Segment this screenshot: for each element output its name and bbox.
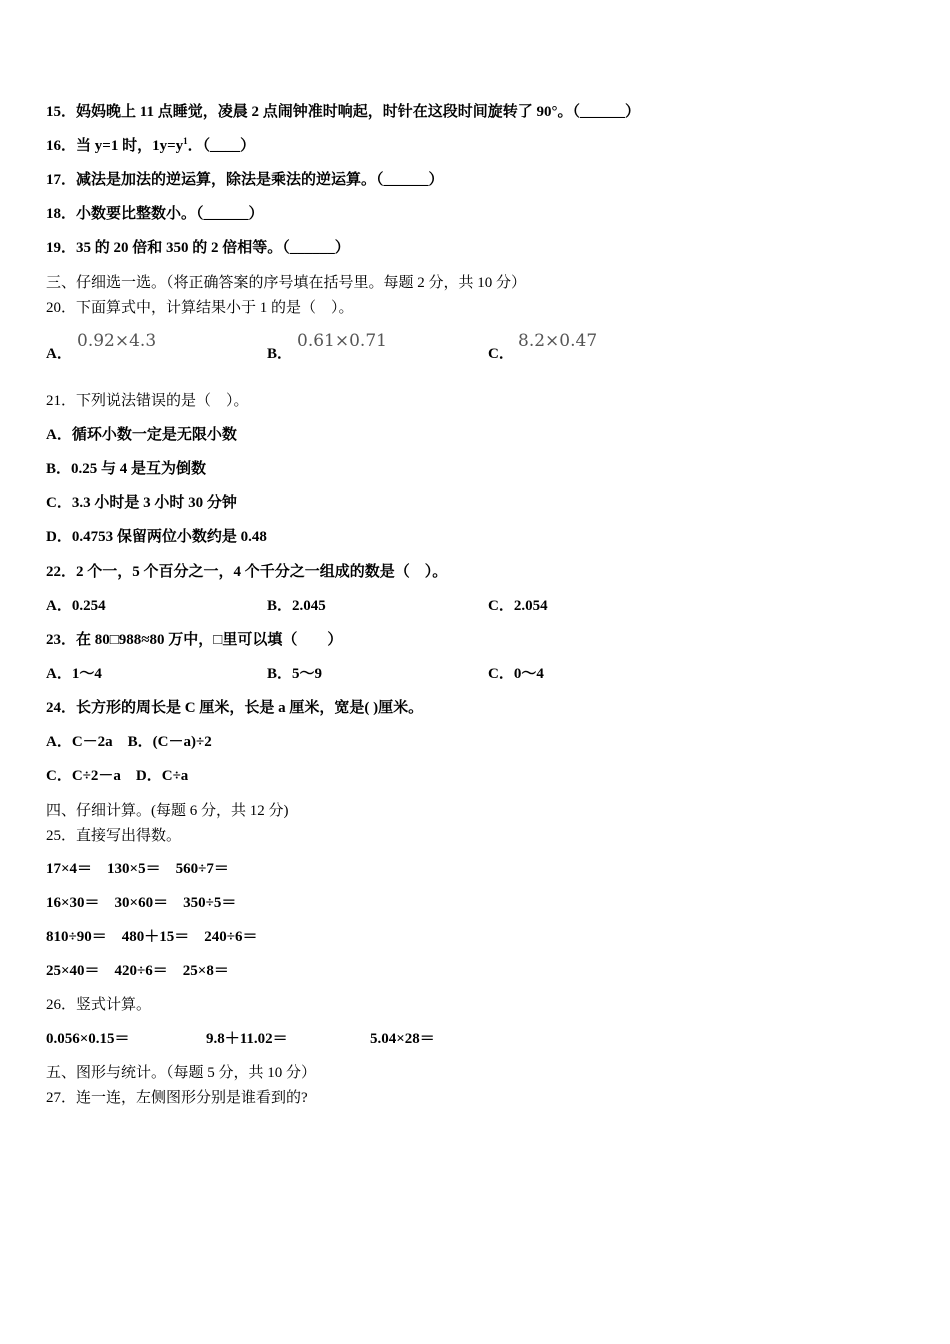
question-27-stem: 27．连一连，左侧图形分别是谁看到的?: [46, 1090, 308, 1106]
q20-option-c-expression: 8.2×0.47: [518, 331, 598, 351]
question-16: [46, 136, 255, 156]
q25-row-4: 25×40＝ 420÷6＝ 25×8＝: [46, 963, 229, 979]
question-text: 35 的 20 倍和 350 的 2 倍相等。（______）: [76, 240, 350, 256]
q20-option-a-label: A．: [46, 346, 72, 362]
q21-option-a: A．循环小数一定是无限小数: [46, 427, 237, 443]
question-26-stem: 26．竖式计算。: [46, 997, 152, 1013]
question-text: 当 y=1 时，1y=y: [76, 138, 184, 154]
q25-row-3: 810÷90＝ 480＋15＝ 240÷6＝: [46, 929, 258, 945]
q24-options-line-1: A．C－2a B．(C－a)÷2: [46, 734, 212, 750]
q26-item-3: 5.04×28＝: [370, 1031, 435, 1047]
question-20-stem: 20．下面算式中，计算结果小于 1 的是（ ）。: [46, 300, 354, 316]
q22-option-a: A．0.254: [46, 598, 106, 614]
section-4-heading: 四、仔细计算。(每题 6 分，共 12 分): [46, 803, 289, 819]
question-18: [46, 204, 264, 224]
question-19: [46, 238, 350, 258]
question-number: 18．: [46, 206, 77, 222]
q21-option-b: B．0.25 与 4 是互为倒数: [46, 461, 207, 477]
question-22-stem: 22．2 个一，5 个百分之一，4 个千分之一组成的数是（ ）。: [46, 564, 448, 580]
question-text: 妈妈晚上 11 点睡觉，凌晨 2 点闹钟准时响起，时针在这段时间旋转了 90°。（______）: [76, 104, 640, 120]
question-text: 小数要比整数小。（______）: [76, 206, 264, 222]
question-text: 减法是加法的逆运算，除法是乘法的逆运算。（______）: [76, 172, 444, 188]
question-17: [46, 170, 444, 190]
q20-option-b-label: B．: [267, 346, 293, 362]
question-number: 16．: [46, 138, 77, 154]
q26-item-2: 9.8＋11.02＝: [206, 1031, 288, 1047]
q20-option-a-expression: 0.92×4.3: [77, 331, 157, 351]
question-24-stem: 24．长方形的周长是 C 厘米，长是 a 厘米，宽是( )厘米。: [46, 700, 424, 716]
q23-option-a: A．1～4: [46, 666, 102, 682]
q21-option-d: D．0.4753 保留两位小数约是 0.48: [46, 529, 267, 545]
q24-options-line-2: C．C÷2－a D．C÷a: [46, 768, 189, 784]
question-15: [46, 102, 640, 122]
q23-option-c: C．0～4: [488, 666, 544, 682]
q25-row-2: 16×30＝ 30×60＝ 350÷5＝: [46, 895, 237, 911]
question-number: 19．: [46, 240, 77, 256]
question-number: 17．: [46, 172, 77, 188]
section-3-heading: 三、仔细选一选。（将正确答案的序号填在括号里。每题 2 分，共 10 分）: [46, 275, 527, 291]
superscript: 1: [183, 136, 188, 146]
q23-option-b: B．5～9: [267, 666, 323, 682]
question-25-stem: 25．直接写出得数。: [46, 828, 182, 844]
q26-item-1: 0.056×0.15＝: [46, 1031, 130, 1047]
section-5-heading: 五、图形与统计。（每题 5 分，共 10 分）: [46, 1065, 317, 1081]
q21-option-c: C．3.3 小时是 3 小时 30 分钟: [46, 495, 237, 511]
question-number: 15．: [46, 104, 77, 120]
q22-option-b: B．2.045: [267, 598, 326, 614]
question-23-stem: 23．在 80□988≈80 万中，□里可以填（ ）: [46, 632, 343, 648]
q25-row-1: 17×4＝ 130×5＝ 560÷7＝: [46, 861, 229, 877]
q20-option-b-expression: 0.61×0.71: [297, 331, 387, 351]
q22-option-c: C．2.054: [488, 598, 548, 614]
question-21-stem: 21．下列说法错误的是（ ）。: [46, 393, 249, 409]
q20-option-c-label: C．: [488, 346, 514, 362]
question-text-tail: ．（____）: [187, 138, 256, 154]
